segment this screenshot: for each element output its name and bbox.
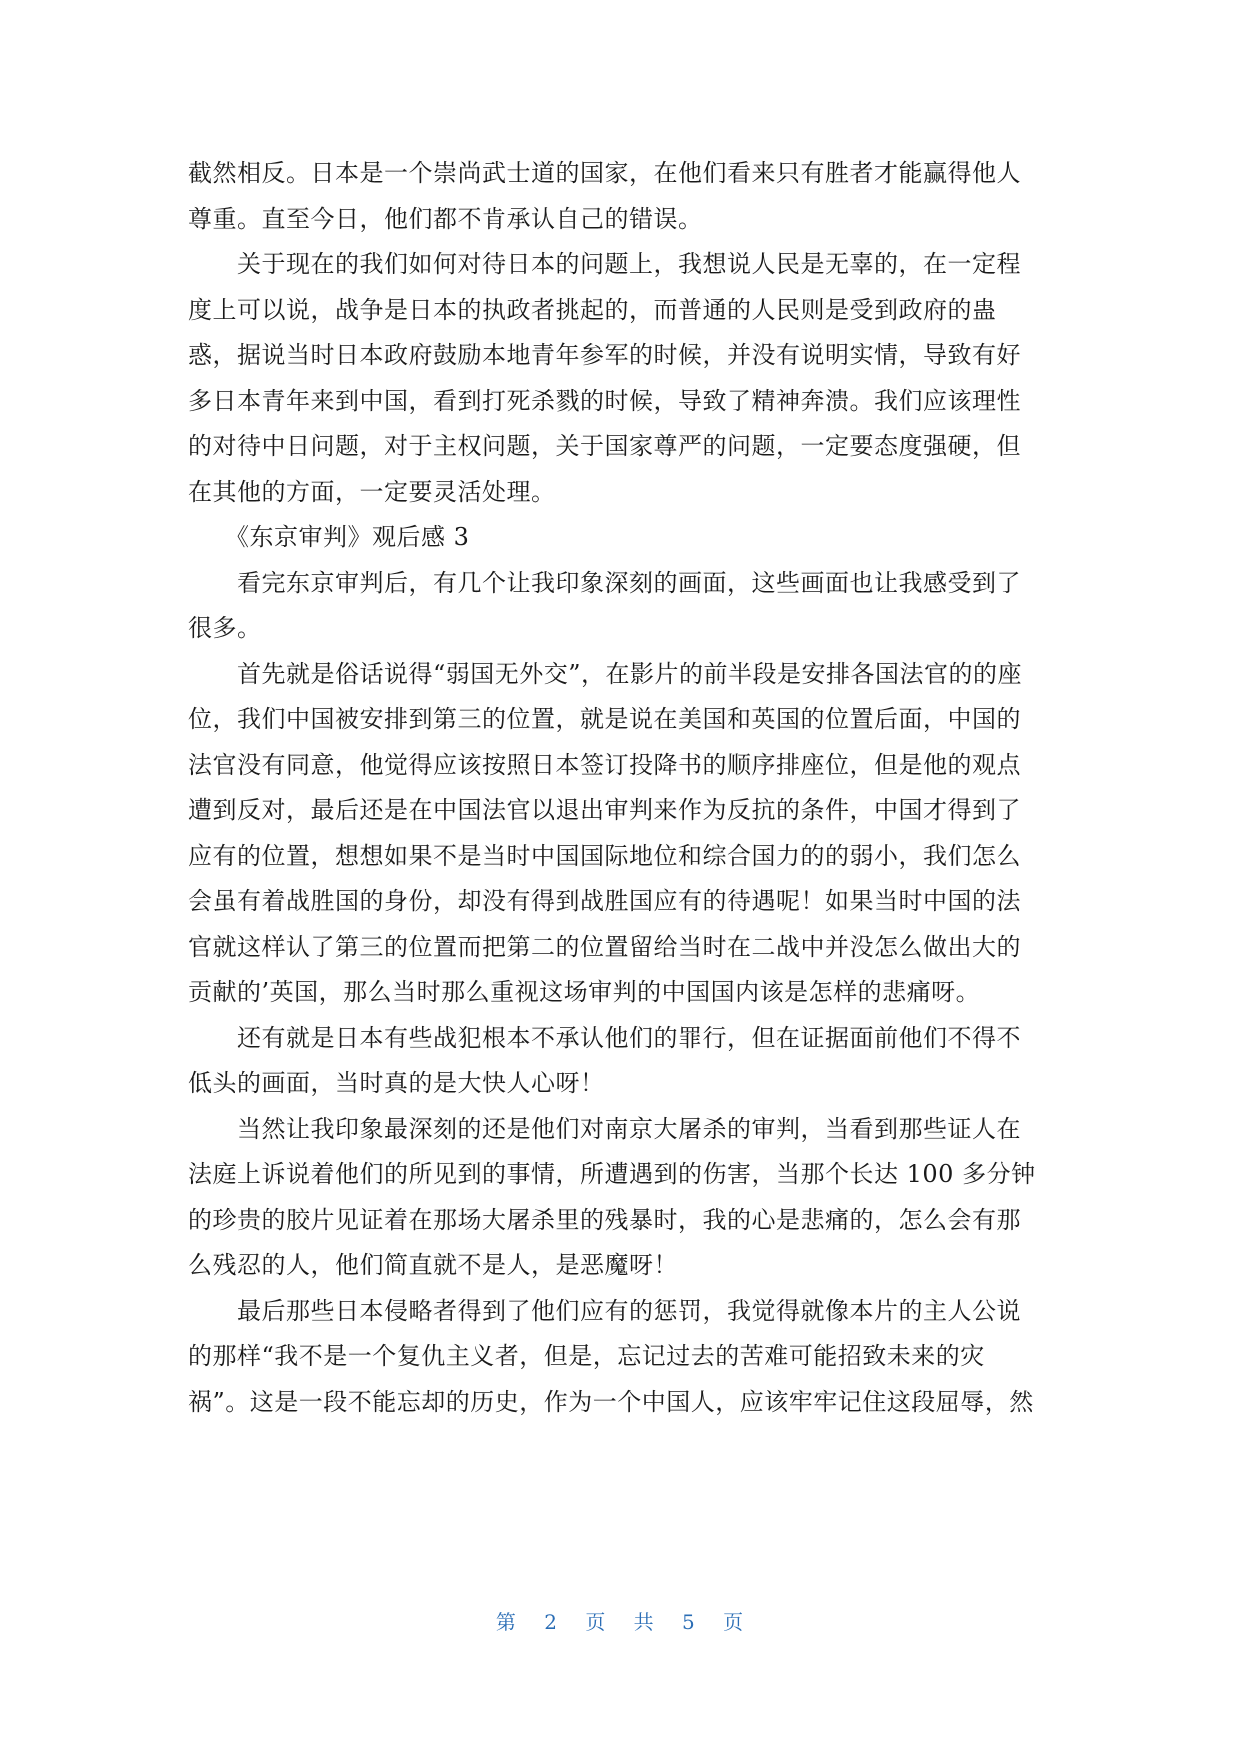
text-line: 《东京审判》观后感 3 xyxy=(188,523,470,551)
text-line: 祸”。这是一段不能忘却的历史，作为一个中国人，应该牢牢记住这段屈辱，然 xyxy=(188,1387,1034,1416)
text-line: 多日本青年来到中国，看到打死杀戮的时候，导致了精神奔溃。我们应该理性 xyxy=(188,386,1021,415)
paragraph xyxy=(188,1016,1056,1107)
document-body xyxy=(188,151,1056,1425)
text-line: 尊重。直至今日，他们都不肯承认自己的错误。 xyxy=(188,204,703,233)
text-line: 截然相反。日本是一个崇尚武士道的国家，在他们看来只有胜者才能赢得他人 xyxy=(188,159,1021,187)
footer-total-pages: 5 xyxy=(682,1610,697,1634)
text-line: 的珍贵的胶片见证着在那场大屠杀里的残暴时，我的心是悲痛的，怎么会有那 xyxy=(188,1205,1021,1234)
paragraph xyxy=(188,561,1056,652)
text-line: 当然让我印象最深刻的还是他们对南京大屠杀的审判，当看到那些证人在 xyxy=(188,1114,1021,1143)
text-line: 贡献的’英国，那么当时那么重视这场审判的中国国内该是怎样的悲痛呀。 xyxy=(188,978,981,1006)
paragraph xyxy=(188,1107,1056,1289)
footer-ye: 页 xyxy=(585,1610,608,1634)
text-line: 首先就是俗话说得“弱国无外交”，在影片的前半段是安排各国法官的的座 xyxy=(188,659,1023,688)
text-line: 低头的画面，当时真的是大快人心呀！ xyxy=(188,1069,605,1097)
text-line: 法庭上诉说着他们的所见到的事情，所遭遇到的伤害，当那个长达 100 多分钟 xyxy=(188,1160,1036,1188)
paragraph xyxy=(188,652,1056,1016)
paragraph xyxy=(188,1289,1056,1426)
text-line: 的对待中日问题，对于主权问题，关于国家尊严的问题，一定要态度强硬，但 xyxy=(188,432,1021,460)
text-line: 关于现在的我们如何对待日本的问题上，我想说人民是无辜的，在一定程 xyxy=(188,250,1021,278)
text-line: 会虽有着战胜国的身份，却没有得到战胜国应有的待遇呢！如果当时中国的法 xyxy=(188,887,1021,915)
text-line: 度上可以说，战争是日本的执政者挑起的，而普通的人民则是受到政府的蛊 xyxy=(188,295,997,324)
text-line: 官就这样认了第三的位置而把第二的位置留给当时在二战中并没怎么做出大的 xyxy=(188,932,1021,961)
text-line: 还有就是日本有些战犯根本不承认他们的罪行，但在证据面前他们不得不 xyxy=(188,1023,1021,1052)
paragraph xyxy=(188,242,1056,515)
footer-current-page: 2 xyxy=(544,1610,559,1634)
text-line: 在其他的方面，一定要灵活处理。 xyxy=(188,477,556,506)
text-line: 么残忍的人，他们简直就不是人，是恶魔呀！ xyxy=(188,1251,678,1279)
paragraph xyxy=(188,151,1056,242)
footer-gong: 共 xyxy=(633,1610,656,1634)
text-line: 看完东京审判后，有几个让我印象深刻的画面，这些画面也让我感受到了 xyxy=(188,568,1021,597)
footer-di: 第 xyxy=(495,1610,518,1634)
text-line: 很多。 xyxy=(188,614,262,642)
text-line: 遭到反对，最后还是在中国法官以退出审判来作为反抗的条件，中国才得到了 xyxy=(188,796,1021,824)
text-line: 惑，据说当时日本政府鼓励本地青年参军的时候，并没有说明实情，导致有好 xyxy=(188,341,1021,369)
text-line: 法官没有同意，他觉得应该按照日本签订投降书的顺序排座位，但是他的观点 xyxy=(188,750,1021,779)
text-line: 最后那些日本侵略者得到了他们应有的惩罚，我觉得就像本片的主人公说 xyxy=(188,1296,1021,1325)
footer-ye-2: 页 xyxy=(723,1610,746,1634)
text-line: 的那样“我不是一个复仇主义者，但是，忘记过去的苦难可能招致未来的灾 xyxy=(188,1342,985,1370)
text-line: 应有的位置，想想如果不是当时中国国际地位和综合国力的的弱小，我们怎么 xyxy=(188,841,1021,870)
paragraph xyxy=(188,515,1056,561)
text-line: 位，我们中国被安排到第三的位置，就是说在美国和英国的位置后面，中国的 xyxy=(188,705,1021,733)
page-footer xyxy=(0,1606,1241,1635)
